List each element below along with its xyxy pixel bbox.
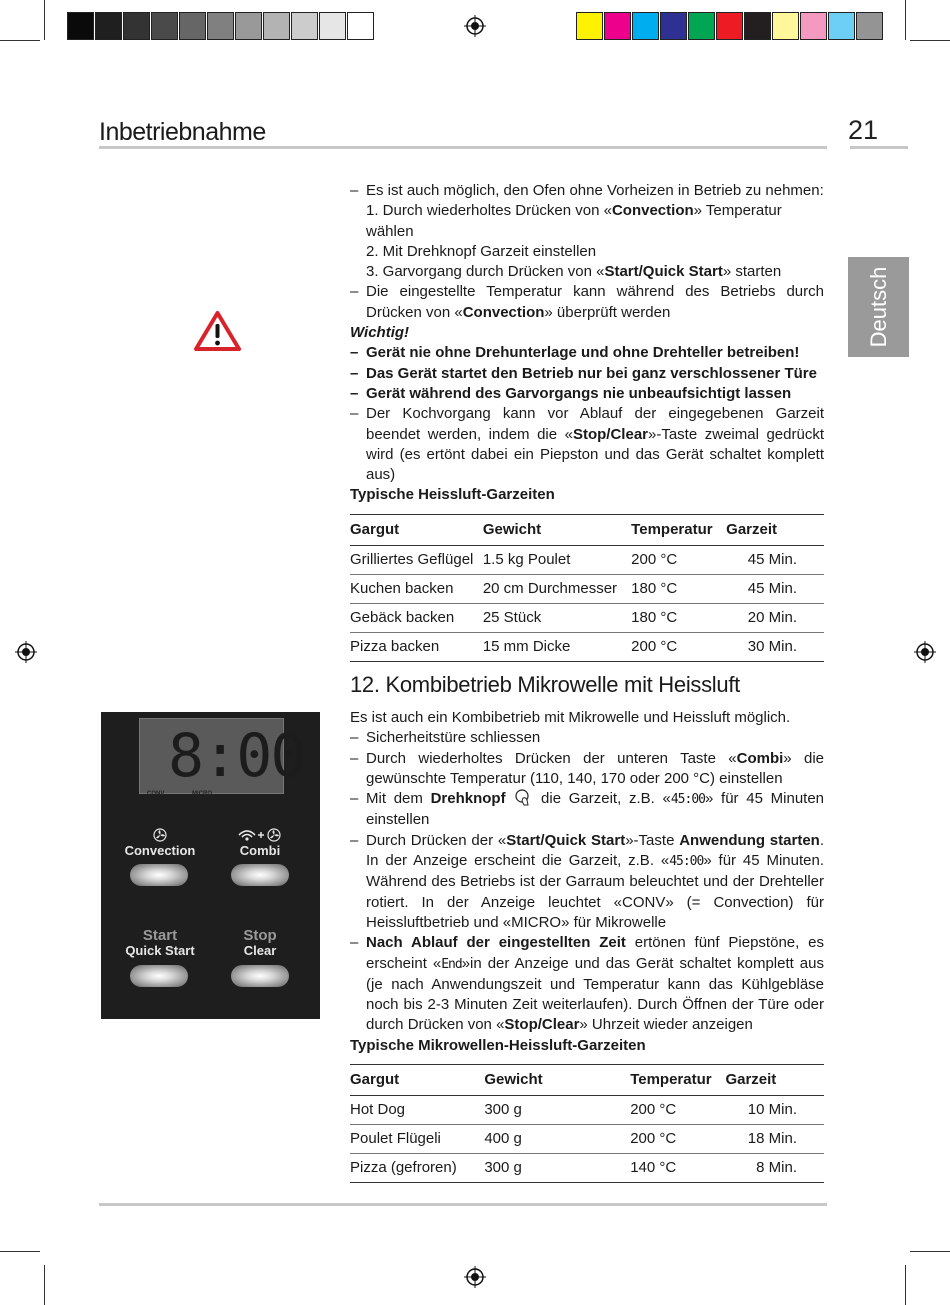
color-swatch	[744, 12, 771, 40]
table-cell: 300 g	[484, 1096, 630, 1125]
registration-mark-icon	[15, 641, 37, 663]
table-cell: 400 g	[484, 1125, 630, 1154]
clear-label: Clear	[243, 943, 277, 958]
crop-mark	[905, 0, 906, 40]
table-row	[350, 1125, 824, 1154]
crop-mark	[44, 0, 45, 40]
step-2: 2. Mit Drehknopf Garzeit einstellen	[366, 242, 597, 260]
color-swatch	[576, 12, 603, 40]
warning-item: – Gerät nie ohne Drehunterlage und ohne Drehteller betreiben!	[350, 343, 824, 363]
column-header: Temperatur	[631, 514, 726, 545]
stop-clear-button[interactable]	[231, 965, 289, 987]
warning-item: – Gerät während des Garvorgangs nie unbeaufsichtigt lassen	[350, 384, 824, 404]
column-header: Gargut	[350, 1065, 484, 1096]
grey-swatch	[235, 12, 262, 40]
combi-times-table	[350, 1064, 824, 1183]
control-panel	[101, 712, 320, 1019]
convection-times-table	[350, 514, 824, 662]
page-number-rule	[850, 146, 908, 149]
table-cell: Gebäck backen	[350, 603, 483, 632]
color-swatch	[800, 12, 827, 40]
table-header-row	[350, 1065, 824, 1096]
section-intro-text	[350, 181, 824, 662]
quick-start-label: Quick Start	[125, 943, 195, 958]
table-cell: 200 °C	[631, 632, 726, 661]
color-swatch	[828, 12, 855, 40]
list-item: – Mit dem Drehknopf die Garzeit, z.B. «45:00» für 45 Minuten einstellen	[350, 789, 824, 831]
grey-swatch	[95, 12, 122, 40]
table-header-row	[350, 514, 824, 545]
column-header: Garzeit	[725, 1065, 824, 1096]
column-header: Gargut	[350, 514, 483, 545]
table-row	[350, 1154, 824, 1183]
table-cell: 140 °C	[630, 1154, 725, 1183]
table-cell: 300 g	[484, 1154, 630, 1183]
list-item: – Die eingestellte Temperatur kann während des Betriebs durch Drücken von «Convection» überprüft werden	[350, 282, 824, 323]
column-header: Garzeit	[726, 514, 824, 545]
warning-triangle-icon	[194, 311, 241, 351]
grey-swatch	[151, 12, 178, 40]
registration-mark-icon	[464, 15, 486, 37]
column-header: Temperatur	[630, 1065, 725, 1096]
table-cell: Pizza backen	[350, 632, 483, 661]
step-3: 3. Garvorgang durch Drücken von «Start/Quick Start» starten	[366, 263, 782, 281]
table-cell: Hot Dog	[350, 1096, 484, 1125]
combi-label: Combi	[239, 843, 281, 858]
crop-mark	[44, 1265, 45, 1305]
table-cell: 25 Stück	[483, 603, 631, 632]
column-header: Gewicht	[483, 514, 631, 545]
color-swatch	[604, 12, 631, 40]
grey-swatch	[123, 12, 150, 40]
crop-mark	[0, 1251, 40, 1252]
crop-mark	[905, 1265, 906, 1305]
table-cell: 1.5 kg Poulet	[483, 545, 631, 574]
table-cell: Grilliertes Geflügel	[350, 545, 483, 574]
combi-instructions	[350, 708, 824, 1183]
start-quick-start-button[interactable]	[130, 965, 188, 987]
convection-label: Convection	[124, 843, 196, 858]
table-cell: 180 °C	[631, 603, 726, 632]
grey-swatch	[179, 12, 206, 40]
color-swatch	[716, 12, 743, 40]
grey-swatch	[207, 12, 234, 40]
color-swatch	[772, 12, 799, 40]
table-title: Typische Heissluft-Garzeiten	[350, 486, 555, 504]
warning-item: – Das Gerät startet den Betrieb nur bei ganz verschlossener Türe	[350, 364, 824, 384]
table-row	[350, 545, 824, 574]
knob-hand-icon	[513, 789, 533, 807]
display-time: 8:00	[168, 721, 305, 791]
color-swatch	[632, 12, 659, 40]
table-cell: Poulet Flügeli	[350, 1125, 484, 1154]
color-swatch	[660, 12, 687, 40]
grey-swatch	[347, 12, 374, 40]
important-label: Wichtig!	[350, 324, 410, 342]
language-tab-label: Deutsch	[865, 266, 891, 348]
table-row	[350, 1096, 824, 1125]
table-cell: 8 Min.	[725, 1154, 824, 1183]
crop-mark	[910, 1251, 950, 1252]
table-cell: 200 °C	[631, 545, 726, 574]
list-item: – Durch Drücken der «Start/Quick Start»-Taste Anwendung starten. In der Anzeige erscheint die Garzeit, z.B. «45:00» für 45 Minuten. Während des Betriebs ist der Garraum beleuchtet und der Drehteller rotiert. In der Anzeige leuchtet «CONV» (= Convection) für Heissluftbetrieb und «MICRO» für Mikrowelle	[350, 831, 824, 933]
stop-label: Stop	[243, 927, 277, 944]
table-cell: 15 mm Dicke	[483, 632, 631, 661]
combi-button[interactable]	[231, 864, 289, 886]
page-title: Inbetriebnahme	[99, 118, 266, 146]
table-cell: 200 °C	[630, 1125, 725, 1154]
color-swatch	[856, 12, 883, 40]
grey-swatch	[291, 12, 318, 40]
step-1: 1. Durch wiederholtes Drücken von «Convection» Temperatur wählen	[366, 202, 782, 240]
table-row	[350, 632, 824, 661]
crop-mark	[0, 40, 40, 41]
header-rule	[99, 146, 827, 149]
list-item: – Nach Ablauf der eingestellten Zeit ertönen fünf Piepstöne, es erscheint «End»in der Anzeige und das Gerät schaltet komplett aus (je nach Anwendungszeit und Temperatur kann das Kühlgebläse noch bis 2-3 Minuten Zeit weiterlaufen). Durch Öffnen der Türe oder durch Drücken von «Stop/Clear» Uhrzeit wieder anzeigen	[350, 933, 824, 1035]
convection-button[interactable]	[130, 864, 188, 886]
grey-swatch	[67, 12, 94, 40]
table-cell: Pizza (gefroren)	[350, 1154, 484, 1183]
table-cell: 10 Min.	[725, 1096, 824, 1125]
table-cell: Kuchen backen	[350, 574, 483, 603]
table-cell: 45 Min.	[726, 545, 824, 574]
registration-mark-icon	[464, 1266, 486, 1288]
table-cell: 200 °C	[630, 1096, 725, 1125]
table-cell: 30 Min.	[726, 632, 824, 661]
list-item: – Der Kochvorgang kann vor Ablauf der eingegebenen Garzeit beendet werden, indem die «Stop/Clear»-Taste zweimal gedrückt wird (es ertönt dabei ein Piepston und das Gerät schaltet komplett aus)	[350, 404, 824, 485]
section-intro: Es ist auch ein Kombibetrieb mit Mikrowelle und Heissluft möglich.	[350, 709, 791, 726]
footer-rule	[99, 1203, 827, 1206]
list-item: – Durch wiederholtes Drücken der unteren Taste «Combi» die gewünschte Temperatur (110, 140, 170 oder 200 °C) einstellen	[350, 749, 824, 790]
crop-mark	[910, 40, 950, 41]
table-cell: 18 Min.	[725, 1125, 824, 1154]
microwave-plus-fan-icon	[237, 827, 283, 843]
column-header: Gewicht	[484, 1065, 630, 1096]
table-title: Typische Mikrowellen-Heissluft-Garzeiten	[350, 1036, 646, 1054]
list-item: – Es ist auch möglich, den Ofen ohne Vorheizen in Betrieb zu nehmen:	[350, 181, 824, 201]
list-item: – Sicherheitstüre schliessen	[350, 728, 824, 748]
table-cell: 20 cm Durchmesser	[483, 574, 631, 603]
grey-swatch	[319, 12, 346, 40]
table-cell: 45 Min.	[726, 574, 824, 603]
table-cell: 180 °C	[631, 574, 726, 603]
page-number: 21	[848, 115, 879, 145]
fan-icon	[153, 828, 167, 842]
start-label: Start	[142, 927, 178, 944]
registration-mark-icon	[914, 641, 936, 663]
color-swatch	[688, 12, 715, 40]
section-heading: 12. Kombibetrieb Mikrowelle mit Heissluft	[350, 672, 740, 697]
language-tab	[848, 257, 909, 357]
table-row	[350, 574, 824, 603]
table-cell: 20 Min.	[726, 603, 824, 632]
lcd-display	[139, 718, 305, 797]
grey-swatch	[263, 12, 290, 40]
micro-indicator: MICRO	[192, 791, 212, 797]
table-row	[350, 603, 824, 632]
conv-indicator: CONV	[147, 791, 165, 797]
